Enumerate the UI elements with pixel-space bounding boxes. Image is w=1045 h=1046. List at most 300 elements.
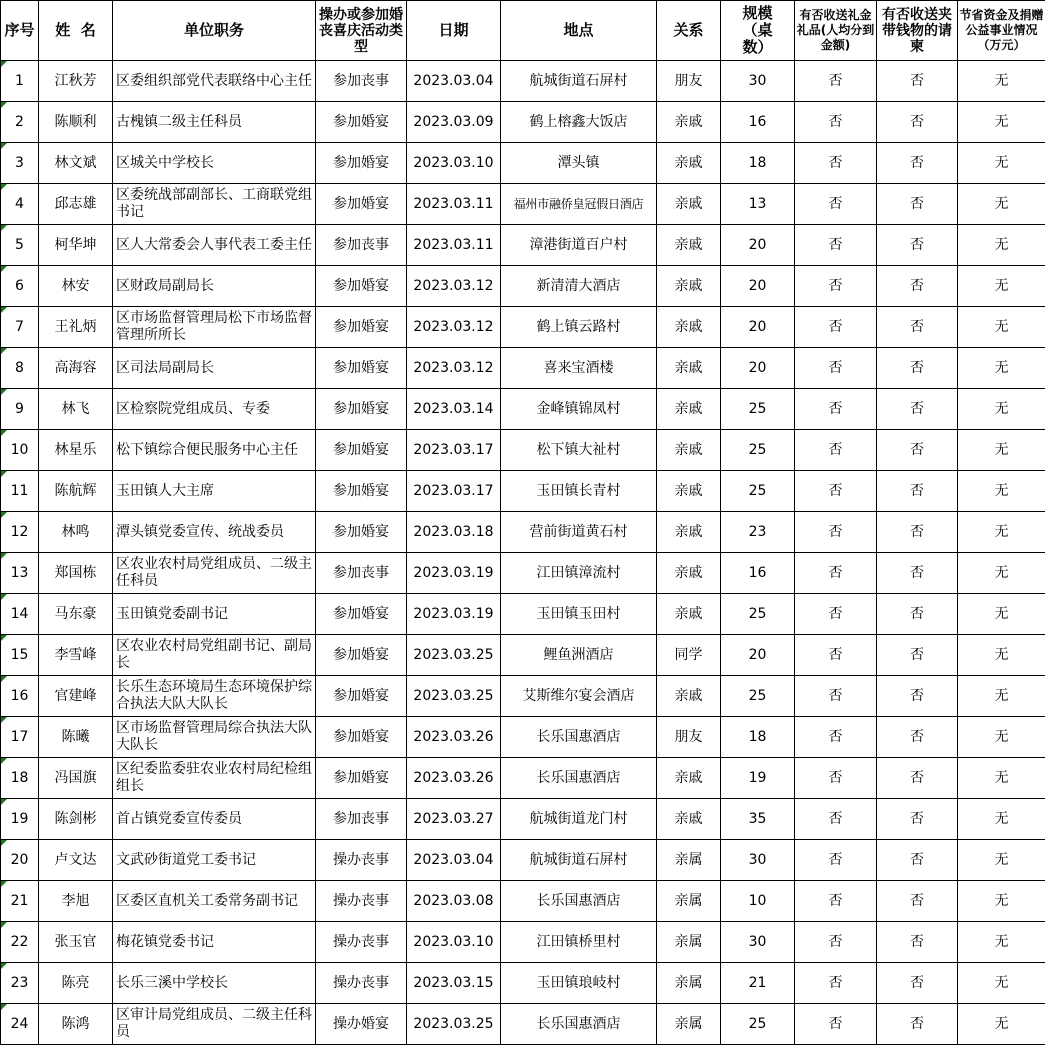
cell-activity-type: 参加婚宴 bbox=[316, 389, 407, 430]
cell-savings: 无 bbox=[958, 1004, 1045, 1045]
cell-relation: 朋友 bbox=[657, 61, 721, 102]
cell-name: 陈曦 bbox=[39, 717, 113, 758]
cell-name: 林鸣 bbox=[39, 512, 113, 553]
cell-relation: 亲戚 bbox=[657, 348, 721, 389]
cell-date: 2023.03.19 bbox=[407, 594, 501, 635]
cell-position: 区委统战部副部长、工商联党组书记 bbox=[113, 184, 316, 225]
table-row bbox=[1, 594, 1045, 635]
cell-savings: 无 bbox=[958, 922, 1045, 963]
cell-relation: 同学 bbox=[657, 635, 721, 676]
cell-savings: 无 bbox=[958, 225, 1045, 266]
cell-money-letters: 否 bbox=[877, 922, 958, 963]
table-row bbox=[1, 307, 1045, 348]
cell-activity-type: 参加丧事 bbox=[316, 799, 407, 840]
cell-savings: 无 bbox=[958, 102, 1045, 143]
table-row bbox=[1, 430, 1045, 471]
cell-date: 2023.03.26 bbox=[407, 717, 501, 758]
cell-gifts: 否 bbox=[795, 225, 877, 266]
cell-activity-type: 参加婚宴 bbox=[316, 758, 407, 799]
cell-relation: 亲戚 bbox=[657, 389, 721, 430]
cell-date: 2023.03.27 bbox=[407, 799, 501, 840]
cell-date: 2023.03.10 bbox=[407, 922, 501, 963]
cell-location: 新清清大酒店 bbox=[501, 266, 657, 307]
cell-savings: 无 bbox=[958, 512, 1045, 553]
cell-activity-type: 参加婚宴 bbox=[316, 348, 407, 389]
cell-seq: 4 bbox=[1, 184, 39, 225]
cell-gifts: 否 bbox=[795, 184, 877, 225]
cell-name: 官建峰 bbox=[39, 676, 113, 717]
cell-gifts: 否 bbox=[795, 922, 877, 963]
cell-name: 邱志雄 bbox=[39, 184, 113, 225]
cell-relation: 亲戚 bbox=[657, 553, 721, 594]
cell-location: 金峰镇锦凤村 bbox=[501, 389, 657, 430]
cell-location: 鹤上榕鑫大饭店 bbox=[501, 102, 657, 143]
cell-savings: 无 bbox=[958, 717, 1045, 758]
cell-scale: 25 bbox=[721, 389, 795, 430]
table-row bbox=[1, 758, 1045, 799]
cell-activity-type: 参加婚宴 bbox=[316, 143, 407, 184]
cell-scale: 19 bbox=[721, 758, 795, 799]
cell-savings: 无 bbox=[958, 881, 1045, 922]
cell-position: 区市场监督管理局综合执法大队大队长 bbox=[113, 717, 316, 758]
header-date: 日期 bbox=[407, 1, 501, 61]
cell-relation: 亲戚 bbox=[657, 225, 721, 266]
cell-date: 2023.03.25 bbox=[407, 635, 501, 676]
cell-position: 区市场监督管理局松下市场监督管理所所长 bbox=[113, 307, 316, 348]
cell-activity-type: 参加丧事 bbox=[316, 225, 407, 266]
cell-relation: 亲属 bbox=[657, 840, 721, 881]
cell-name: 李雪峰 bbox=[39, 635, 113, 676]
cell-relation: 亲戚 bbox=[657, 471, 721, 512]
cell-seq: 20 bbox=[1, 840, 39, 881]
cell-date: 2023.03.14 bbox=[407, 389, 501, 430]
cell-activity-type: 参加婚宴 bbox=[316, 717, 407, 758]
cell-savings: 无 bbox=[958, 389, 1045, 430]
cell-location: 长乐国惠酒店 bbox=[501, 717, 657, 758]
cell-scale: 25 bbox=[721, 430, 795, 471]
cell-seq: 6 bbox=[1, 266, 39, 307]
cell-relation: 亲戚 bbox=[657, 758, 721, 799]
cell-gifts: 否 bbox=[795, 512, 877, 553]
cell-scale: 23 bbox=[721, 512, 795, 553]
cell-activity-type: 参加婚宴 bbox=[316, 102, 407, 143]
cell-money-letters: 否 bbox=[877, 553, 958, 594]
cell-scale: 20 bbox=[721, 307, 795, 348]
cell-relation: 亲戚 bbox=[657, 676, 721, 717]
cell-seq: 17 bbox=[1, 717, 39, 758]
cell-money-letters: 否 bbox=[877, 512, 958, 553]
cell-money-letters: 否 bbox=[877, 389, 958, 430]
cell-position: 玉田镇人大主席 bbox=[113, 471, 316, 512]
cell-money-letters: 否 bbox=[877, 758, 958, 799]
cell-location: 江田镇桥里村 bbox=[501, 922, 657, 963]
cell-date: 2023.03.09 bbox=[407, 102, 501, 143]
cell-gifts: 否 bbox=[795, 594, 877, 635]
cell-money-letters: 否 bbox=[877, 348, 958, 389]
cell-scale: 18 bbox=[721, 143, 795, 184]
cell-scale: 16 bbox=[721, 102, 795, 143]
table-row bbox=[1, 881, 1045, 922]
cell-scale: 25 bbox=[721, 676, 795, 717]
cell-scale: 30 bbox=[721, 840, 795, 881]
cell-date: 2023.03.12 bbox=[407, 307, 501, 348]
cell-seq: 5 bbox=[1, 225, 39, 266]
table-row bbox=[1, 61, 1045, 102]
cell-name: 郑国栋 bbox=[39, 553, 113, 594]
cell-location: 长乐国惠酒店 bbox=[501, 758, 657, 799]
cell-date: 2023.03.25 bbox=[407, 676, 501, 717]
cell-seq: 2 bbox=[1, 102, 39, 143]
cell-savings: 无 bbox=[958, 676, 1045, 717]
cell-scale: 20 bbox=[721, 348, 795, 389]
table-row bbox=[1, 717, 1045, 758]
cell-position: 首占镇党委宣传委员 bbox=[113, 799, 316, 840]
cell-name: 张玉官 bbox=[39, 922, 113, 963]
header-position: 单位职务 bbox=[113, 1, 316, 61]
cell-seq: 18 bbox=[1, 758, 39, 799]
header-name: 姓 名 bbox=[39, 1, 113, 61]
cell-money-letters: 否 bbox=[877, 963, 958, 1004]
cell-activity-type: 参加丧事 bbox=[316, 553, 407, 594]
table-row bbox=[1, 840, 1045, 881]
cell-position: 长乐生态环境局生态环境保护综合执法大队大队长 bbox=[113, 676, 316, 717]
cell-gifts: 否 bbox=[795, 266, 877, 307]
header-location: 地点 bbox=[501, 1, 657, 61]
cell-relation: 亲戚 bbox=[657, 266, 721, 307]
cell-name: 冯国旗 bbox=[39, 758, 113, 799]
cell-activity-type: 参加丧事 bbox=[316, 61, 407, 102]
cell-scale: 20 bbox=[721, 635, 795, 676]
cell-gifts: 否 bbox=[795, 1004, 877, 1045]
cell-gifts: 否 bbox=[795, 963, 877, 1004]
cell-scale: 30 bbox=[721, 61, 795, 102]
cell-location: 艾斯维尔宴会酒店 bbox=[501, 676, 657, 717]
cell-location: 营前街道黄石村 bbox=[501, 512, 657, 553]
cell-date: 2023.03.04 bbox=[407, 61, 501, 102]
cell-activity-type: 参加婚宴 bbox=[316, 307, 407, 348]
cell-date: 2023.03.11 bbox=[407, 184, 501, 225]
cell-money-letters: 否 bbox=[877, 881, 958, 922]
cell-savings: 无 bbox=[958, 799, 1045, 840]
cell-money-letters: 否 bbox=[877, 184, 958, 225]
cell-position: 区人大常委会人事代表工委主任 bbox=[113, 225, 316, 266]
cell-relation: 亲戚 bbox=[657, 799, 721, 840]
cell-scale: 25 bbox=[721, 594, 795, 635]
cell-activity-type: 参加婚宴 bbox=[316, 266, 407, 307]
cell-activity-type: 操办丧事 bbox=[316, 963, 407, 1004]
cell-activity-type: 操办丧事 bbox=[316, 840, 407, 881]
cell-name: 陈顺利 bbox=[39, 102, 113, 143]
cell-name: 江秋芳 bbox=[39, 61, 113, 102]
cell-seq: 15 bbox=[1, 635, 39, 676]
cell-money-letters: 否 bbox=[877, 676, 958, 717]
cell-location: 长乐国惠酒店 bbox=[501, 881, 657, 922]
cell-date: 2023.03.11 bbox=[407, 225, 501, 266]
cell-location: 长乐国惠酒店 bbox=[501, 1004, 657, 1045]
cell-seq: 7 bbox=[1, 307, 39, 348]
cell-scale: 35 bbox=[721, 799, 795, 840]
cell-relation: 亲属 bbox=[657, 963, 721, 1004]
cell-money-letters: 否 bbox=[877, 799, 958, 840]
table-row bbox=[1, 143, 1045, 184]
cell-relation: 亲属 bbox=[657, 881, 721, 922]
header-gifts: 有否收送礼金礼品(人均分到金额) bbox=[795, 1, 877, 61]
cell-money-letters: 否 bbox=[877, 717, 958, 758]
cell-position: 区农业农村局党组成员、二级主任科员 bbox=[113, 553, 316, 594]
cell-seq: 8 bbox=[1, 348, 39, 389]
cell-gifts: 否 bbox=[795, 553, 877, 594]
header-scale: 规模（桌数） bbox=[721, 1, 795, 61]
cell-relation: 亲戚 bbox=[657, 512, 721, 553]
cell-name: 高海容 bbox=[39, 348, 113, 389]
cell-gifts: 否 bbox=[795, 143, 877, 184]
cell-location: 松下镇大祉村 bbox=[501, 430, 657, 471]
cell-location: 潭头镇 bbox=[501, 143, 657, 184]
cell-money-letters: 否 bbox=[877, 471, 958, 512]
cell-activity-type: 参加婚宴 bbox=[316, 184, 407, 225]
cell-position: 区审计局党组成员、二级主任科员 bbox=[113, 1004, 316, 1045]
cell-activity-type: 参加婚宴 bbox=[316, 430, 407, 471]
cell-scale: 20 bbox=[721, 266, 795, 307]
cell-relation: 朋友 bbox=[657, 717, 721, 758]
cell-money-letters: 否 bbox=[877, 635, 958, 676]
cell-activity-type: 参加婚宴 bbox=[316, 676, 407, 717]
table-row bbox=[1, 471, 1045, 512]
header-relation: 关系 bbox=[657, 1, 721, 61]
cell-seq: 24 bbox=[1, 1004, 39, 1045]
cell-date: 2023.03.19 bbox=[407, 553, 501, 594]
cell-relation: 亲戚 bbox=[657, 143, 721, 184]
cell-money-letters: 否 bbox=[877, 61, 958, 102]
cell-position: 区司法局副局长 bbox=[113, 348, 316, 389]
cell-position: 区城关中学校长 bbox=[113, 143, 316, 184]
cell-seq: 21 bbox=[1, 881, 39, 922]
cell-name: 陈航辉 bbox=[39, 471, 113, 512]
cell-position: 玉田镇党委副书记 bbox=[113, 594, 316, 635]
cell-gifts: 否 bbox=[795, 61, 877, 102]
cell-name: 陈剑彬 bbox=[39, 799, 113, 840]
cell-scale: 25 bbox=[721, 471, 795, 512]
cell-relation: 亲属 bbox=[657, 1004, 721, 1045]
cell-date: 2023.03.25 bbox=[407, 1004, 501, 1045]
cell-savings: 无 bbox=[958, 553, 1045, 594]
cell-activity-type: 操办婚宴 bbox=[316, 1004, 407, 1045]
cell-scale: 20 bbox=[721, 225, 795, 266]
cell-seq: 10 bbox=[1, 430, 39, 471]
cell-name: 陈亮 bbox=[39, 963, 113, 1004]
table-row bbox=[1, 553, 1045, 594]
cell-scale: 21 bbox=[721, 963, 795, 1004]
cell-relation: 亲戚 bbox=[657, 307, 721, 348]
cell-name: 林飞 bbox=[39, 389, 113, 430]
cell-scale: 13 bbox=[721, 184, 795, 225]
cell-location: 航城街道石屏村 bbox=[501, 840, 657, 881]
cell-seq: 23 bbox=[1, 963, 39, 1004]
cell-money-letters: 否 bbox=[877, 430, 958, 471]
cell-location: 航城街道龙门村 bbox=[501, 799, 657, 840]
table-row bbox=[1, 512, 1045, 553]
cell-position: 长乐三溪中学校长 bbox=[113, 963, 316, 1004]
cell-location: 玉田镇琅岐村 bbox=[501, 963, 657, 1004]
cell-position: 文武砂街道党工委书记 bbox=[113, 840, 316, 881]
cell-position: 区委区直机关工委常务副书记 bbox=[113, 881, 316, 922]
cell-date: 2023.03.10 bbox=[407, 143, 501, 184]
cell-activity-type: 参加婚宴 bbox=[316, 471, 407, 512]
cell-gifts: 否 bbox=[795, 676, 877, 717]
header-seq: 序号 bbox=[1, 1, 39, 61]
cell-date: 2023.03.12 bbox=[407, 348, 501, 389]
cell-name: 马东豪 bbox=[39, 594, 113, 635]
cell-savings: 无 bbox=[958, 143, 1045, 184]
cell-date: 2023.03.08 bbox=[407, 881, 501, 922]
cell-location: 玉田镇玉田村 bbox=[501, 594, 657, 635]
cell-position: 区检察院党组成员、专委 bbox=[113, 389, 316, 430]
cell-name: 陈鸿 bbox=[39, 1004, 113, 1045]
cell-relation: 亲戚 bbox=[657, 102, 721, 143]
cell-name: 林文斌 bbox=[39, 143, 113, 184]
cell-relation: 亲戚 bbox=[657, 594, 721, 635]
cell-position: 古槐镇二级主任科员 bbox=[113, 102, 316, 143]
cell-position: 区纪委监委驻农业农村局纪检组组长 bbox=[113, 758, 316, 799]
cell-money-letters: 否 bbox=[877, 266, 958, 307]
cell-money-letters: 否 bbox=[877, 225, 958, 266]
cell-date: 2023.03.17 bbox=[407, 471, 501, 512]
cell-position: 区农业农村局党组副书记、副局长 bbox=[113, 635, 316, 676]
cell-seq: 19 bbox=[1, 799, 39, 840]
cell-relation: 亲戚 bbox=[657, 184, 721, 225]
cell-location: 航城街道石屏村 bbox=[501, 61, 657, 102]
cell-savings: 无 bbox=[958, 307, 1045, 348]
cell-date: 2023.03.04 bbox=[407, 840, 501, 881]
cell-location: 玉田镇长青村 bbox=[501, 471, 657, 512]
cell-money-letters: 否 bbox=[877, 594, 958, 635]
cell-relation: 亲属 bbox=[657, 922, 721, 963]
cell-seq: 22 bbox=[1, 922, 39, 963]
table-row bbox=[1, 266, 1045, 307]
cell-seq: 13 bbox=[1, 553, 39, 594]
header-savings: 节省资金及捐赠公益事业情况（万元） bbox=[958, 1, 1045, 61]
cell-savings: 无 bbox=[958, 594, 1045, 635]
cell-savings: 无 bbox=[958, 348, 1045, 389]
table-row bbox=[1, 922, 1045, 963]
cell-scale: 25 bbox=[721, 1004, 795, 1045]
table-row bbox=[1, 676, 1045, 717]
cell-location: 福州市融侨皇冠假日酒店 bbox=[501, 184, 657, 225]
cell-seq: 1 bbox=[1, 61, 39, 102]
cell-savings: 无 bbox=[958, 266, 1045, 307]
table-row bbox=[1, 389, 1045, 430]
cell-scale: 10 bbox=[721, 881, 795, 922]
cell-gifts: 否 bbox=[795, 635, 877, 676]
cell-savings: 无 bbox=[958, 61, 1045, 102]
cell-money-letters: 否 bbox=[877, 307, 958, 348]
cell-activity-type: 参加婚宴 bbox=[316, 512, 407, 553]
cell-money-letters: 否 bbox=[877, 1004, 958, 1045]
table-row bbox=[1, 799, 1045, 840]
table-row bbox=[1, 225, 1045, 266]
header-activity-type: 操办或参加婚丧喜庆活动类型 bbox=[316, 1, 407, 61]
cell-savings: 无 bbox=[958, 471, 1045, 512]
cell-seq: 3 bbox=[1, 143, 39, 184]
cell-savings: 无 bbox=[958, 758, 1045, 799]
cell-gifts: 否 bbox=[795, 717, 877, 758]
cell-name: 林安 bbox=[39, 266, 113, 307]
header-money-letters: 有否收送夹带钱物的请柬 bbox=[877, 1, 958, 61]
cell-name: 柯华坤 bbox=[39, 225, 113, 266]
cell-location: 鲤鱼洲酒店 bbox=[501, 635, 657, 676]
cell-gifts: 否 bbox=[795, 471, 877, 512]
cell-money-letters: 否 bbox=[877, 102, 958, 143]
table-row bbox=[1, 102, 1045, 143]
cell-scale: 16 bbox=[721, 553, 795, 594]
cell-seq: 16 bbox=[1, 676, 39, 717]
table-row bbox=[1, 963, 1045, 1004]
cell-name: 李旭 bbox=[39, 881, 113, 922]
cell-gifts: 否 bbox=[795, 102, 877, 143]
cell-savings: 无 bbox=[958, 635, 1045, 676]
cell-seq: 11 bbox=[1, 471, 39, 512]
cell-date: 2023.03.12 bbox=[407, 266, 501, 307]
cell-activity-type: 操办丧事 bbox=[316, 922, 407, 963]
cell-gifts: 否 bbox=[795, 799, 877, 840]
cell-location: 江田镇漳流村 bbox=[501, 553, 657, 594]
cell-location: 喜来宝酒楼 bbox=[501, 348, 657, 389]
cell-position: 松下镇综合便民服务中心主任 bbox=[113, 430, 316, 471]
cell-position: 潭头镇党委宣传、统战委员 bbox=[113, 512, 316, 553]
cell-gifts: 否 bbox=[795, 430, 877, 471]
cell-relation: 亲戚 bbox=[657, 430, 721, 471]
cell-activity-type: 操办丧事 bbox=[316, 881, 407, 922]
cell-savings: 无 bbox=[958, 840, 1045, 881]
table-row bbox=[1, 184, 1045, 225]
cell-scale: 30 bbox=[721, 922, 795, 963]
cell-position: 梅花镇党委书记 bbox=[113, 922, 316, 963]
cell-money-letters: 否 bbox=[877, 143, 958, 184]
cell-activity-type: 参加婚宴 bbox=[316, 594, 407, 635]
cell-date: 2023.03.18 bbox=[407, 512, 501, 553]
cell-date: 2023.03.26 bbox=[407, 758, 501, 799]
table-body bbox=[1, 61, 1045, 1045]
cell-date: 2023.03.17 bbox=[407, 430, 501, 471]
cell-seq: 12 bbox=[1, 512, 39, 553]
cell-gifts: 否 bbox=[795, 348, 877, 389]
cell-location: 鹤上镇云路村 bbox=[501, 307, 657, 348]
cell-savings: 无 bbox=[958, 430, 1045, 471]
cell-name: 林星乐 bbox=[39, 430, 113, 471]
cell-gifts: 否 bbox=[795, 758, 877, 799]
cell-activity-type: 参加婚宴 bbox=[316, 635, 407, 676]
cell-position: 区财政局副局长 bbox=[113, 266, 316, 307]
cell-gifts: 否 bbox=[795, 881, 877, 922]
header-row bbox=[1, 1, 1045, 61]
cell-location: 漳港街道百户村 bbox=[501, 225, 657, 266]
table-row bbox=[1, 635, 1045, 676]
cell-scale: 18 bbox=[721, 717, 795, 758]
table-row bbox=[1, 1004, 1045, 1045]
cell-seq: 14 bbox=[1, 594, 39, 635]
cell-name: 卢文达 bbox=[39, 840, 113, 881]
cell-gifts: 否 bbox=[795, 389, 877, 430]
table-row bbox=[1, 348, 1045, 389]
cell-name: 王礼炳 bbox=[39, 307, 113, 348]
cell-position: 区委组织部党代表联络中心主任 bbox=[113, 61, 316, 102]
cell-gifts: 否 bbox=[795, 840, 877, 881]
cell-gifts: 否 bbox=[795, 307, 877, 348]
cell-date: 2023.03.15 bbox=[407, 963, 501, 1004]
cell-savings: 无 bbox=[958, 963, 1045, 1004]
cell-savings: 无 bbox=[958, 184, 1045, 225]
cell-seq: 9 bbox=[1, 389, 39, 430]
